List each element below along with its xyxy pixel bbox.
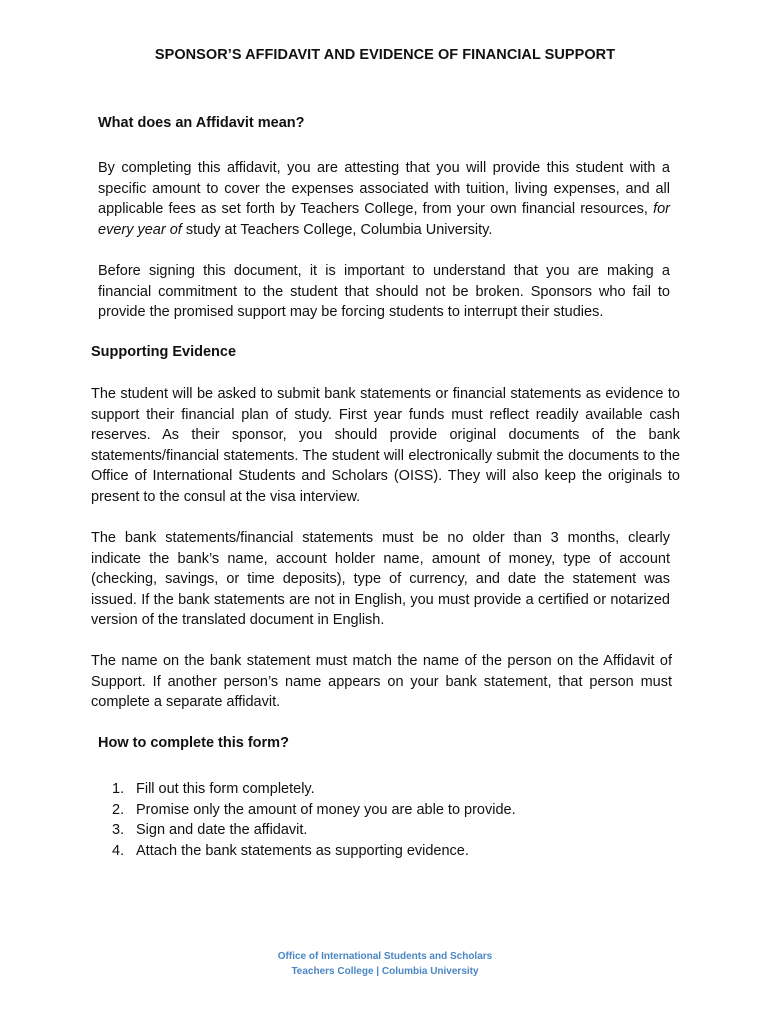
evidence-heading: Supporting Evidence bbox=[91, 344, 237, 360]
affidavit-paragraph-1 bbox=[98, 158, 670, 240]
evidence-paragraph-3: The name on the bank statement must match the name of the person on the Affidavit of Support. If another person’s name appears on your bank statement, that person must complete a separate affidavit. bbox=[91, 653, 672, 711]
list-item bbox=[98, 841, 638, 862]
list-item-number: 2. bbox=[112, 801, 125, 818]
list-item-number: 3. bbox=[112, 822, 125, 839]
list-item bbox=[98, 800, 638, 821]
list-item-text: Promise only the amount of money you are able to provide. bbox=[136, 801, 516, 818]
affidavit-p1-emphasis: for every year of bbox=[98, 201, 670, 238]
list-item bbox=[98, 820, 638, 841]
list-item-number: 4. bbox=[112, 842, 125, 859]
howto-heading: How to complete this form? bbox=[98, 735, 289, 751]
affidavit-paragraph-2: Before signing this document, it is important to understand that you are making a financial commitment to the student that should not be broken. Sponsors who fail to provide the promised support may be forcing students to interrupt their studies. bbox=[98, 263, 670, 321]
footer-college: Teachers College | Columbia University bbox=[291, 965, 479, 977]
affidavit-heading: What does an Affidavit mean? bbox=[98, 115, 305, 131]
steps-list bbox=[98, 779, 638, 861]
affidavit-p1-text-end: study at Teachers College, Columbia University. bbox=[181, 221, 493, 238]
list-item-text: Attach the bank statements as supporting evidence. bbox=[136, 842, 469, 859]
evidence-paragraph-1: The student will be asked to submit bank statements or financial statements as evidence to support their financial plan of study. First year funds must reflect readily available cash reserves. As their sponsor, you should provide original documents of the bank statements/financial statements. The student will electronically submit the documents to the Office of International Students and Scholars (OISS). They will also keep the originals to present to the consul at the visa interview. bbox=[91, 386, 680, 505]
page-footer bbox=[0, 950, 770, 979]
evidence-paragraph-2: The bank statements/financial statements must be no older than 3 months, clearly indicate the bank’s name, account holder name, amount of money, type of account (checking, savings, or time deposits), type of currency, and date the statement was issued. If the bank statements are not in English, you must provide a certified or notarized version of the translated document in English. bbox=[91, 530, 670, 629]
footer-office: Office of International Students and Scholars bbox=[277, 951, 493, 962]
list-item bbox=[98, 779, 638, 800]
list-item-text: Sign and date the affidavit. bbox=[136, 822, 308, 839]
affidavit-p1-text: By completing this affidavit, you are attesting that you will provide this student with a specific amount to cover the expenses associated with tuition, living expenses, and all applicable fees as set forth by Teachers College, from your own financial resources, bbox=[98, 160, 670, 218]
page-title: SPONSOR’S AFFIDAVIT AND EVIDENCE OF FINANCIAL SUPPORT bbox=[154, 47, 616, 63]
list-item-text: Fill out this form completely. bbox=[136, 781, 315, 797]
list-item-number: 1. bbox=[112, 781, 125, 797]
